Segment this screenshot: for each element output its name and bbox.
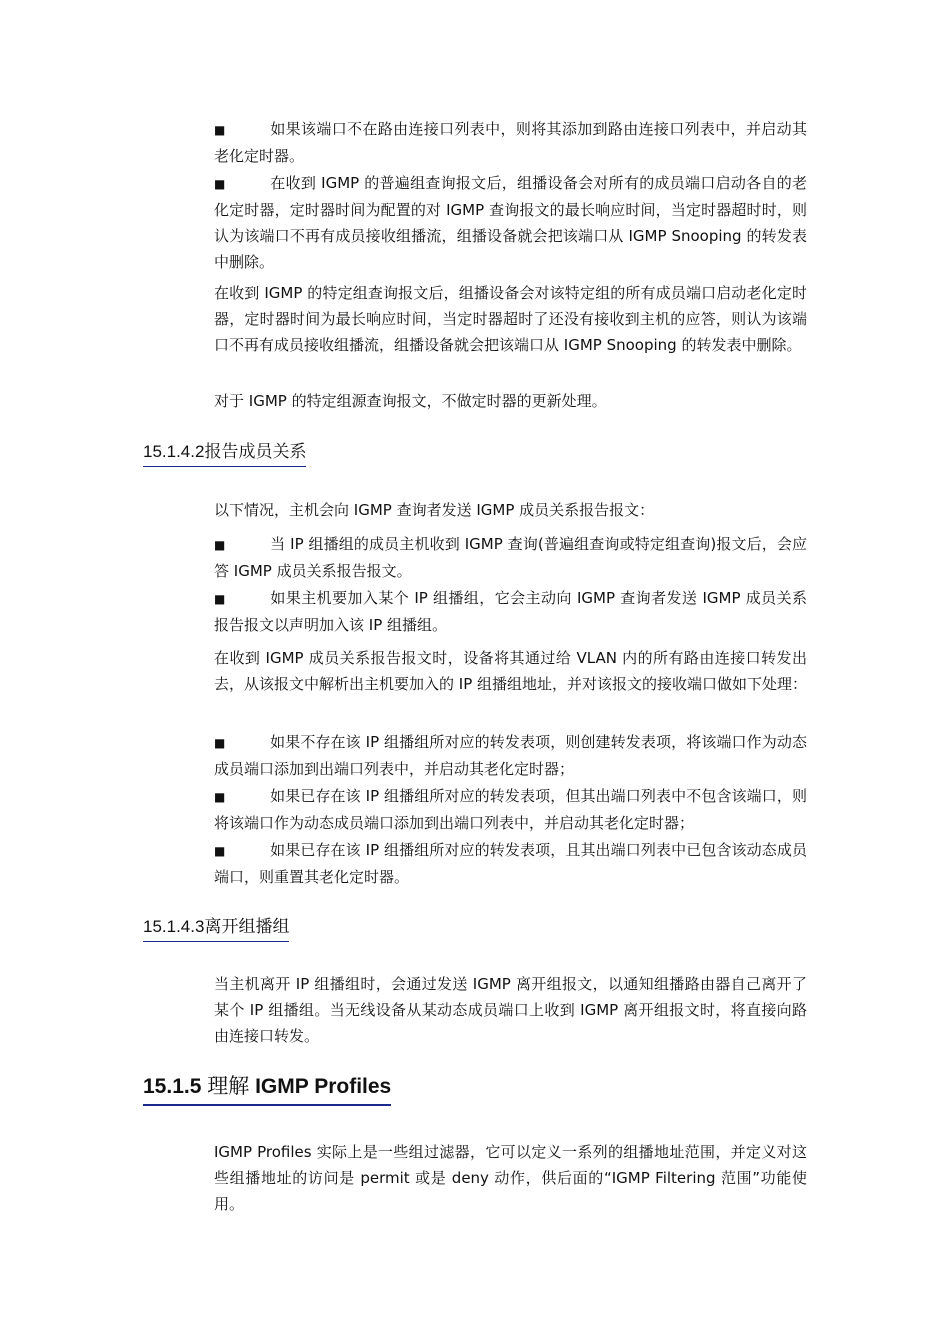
bullet-text: 当 IP 组播组的成员主机收到 IGMP 查询(普遍组查询或特定组查询)报文后，会应答 IGMP 成员关系报告报文。 [214,535,807,580]
paragraph: 对于 IGMP 的特定组源查询报文，不做定时器的更新处理。 [214,392,607,410]
bullet-item [214,585,807,638]
bullet-item [214,783,807,836]
bullet-square-icon: ■ [214,592,226,606]
bullet-text: 如果已存在该 IP 组播组所对应的转发表项，但其出端口列表中不包含该端口，则将该端口作为动态成员端口添加到出端口列表中，并启动其老化定时器； [214,787,807,832]
bullet-square-icon: ■ [214,538,226,552]
bullet-item [214,729,807,782]
heading-15-1-5 [143,1074,391,1106]
paragraph: 以下情况，主机会向 IGMP 查询者发送 IGMP 成员关系报告报文： [214,501,655,519]
bullet-text: 如果主机要加入某个 IP 组播组，它会主动向 IGMP 查询者发送 IGMP 成员关系报告报文以声明加入该 IP 组播组。 [214,589,807,634]
heading-title: IGMP Profiles [255,1075,392,1098]
bullet-text: 如果不存在该 IP 组播组所对应的转发表项，则创建转发表项，将该端口作为动态成员端口添加到出端口列表中，并启动其老化定时器； [214,733,807,778]
bullet-square-icon: ■ [214,790,226,804]
bullet-item [214,531,807,584]
paragraph: 在收到 IGMP 成员关系报告报文时，设备将其通过给 VLAN 内的所有路由连接口转发出去，从该报文中解析出主机要加入的 IP 组播组地址，并对该报文的接收端口做如下处理： [214,649,808,693]
bullet-text: 如果该端口不在路由连接口列表中，则将其添加到路由连接口列表中，并启动其老化定时器。 [214,120,807,165]
bullet-item [214,116,807,169]
bullet-square-icon: ■ [214,177,226,191]
paragraph: IGMP Profiles 实际上是一些组过滤器，它可以定义一系列的组播地址范围，并定义对这些组播地址的访问是 permit 或是 deny 动作，供后面的“IGMP Filtering 范围”功能使用。 [214,1143,807,1213]
heading-15-1-4-3: 15.1.4.3离开组播组 [143,916,289,942]
bullet-text: 如果已存在该 IP 组播组所对应的转发表项，且其出端口列表中已包含该动态成员端口，则重置其老化定时器。 [214,841,807,886]
heading-cjk: 理解 [207,1075,250,1098]
heading-15-1-4-2: 15.1.4.2报告成员关系 [143,441,306,467]
bullet-square-icon: ■ [214,736,226,750]
bullet-item [214,837,807,890]
paragraph: 当主机离开 IP 组播组时，会通过发送 IGMP 离开组报文，以通知组播路由器自己离开了某个 IP 组播组。当无线设备从某动态成员端口上收到 IGMP 离开组报文时，将直接向路由连接口转发。 [214,975,807,1045]
paragraph: 在收到 IGMP 的特定组查询报文后，组播设备会对该特定组的所有成员端口启动老化定时器，定时器时间为最长响应时间，当定时器超时了还没有接收到主机的应答，则认为该端口不再有成员接收组播流，组播设备就会把该端口从 IGMP Snooping 的转发表中删除。 [214,284,807,354]
bullet-square-icon: ■ [214,844,226,858]
bullet-square-icon: ■ [214,123,226,137]
bullet-item [214,170,807,275]
bullet-text: 在收到 IGMP 的普遍组查询报文后，组播设备会对所有的成员端口启动各自的老化定时器，定时器时间为配置的对 IGMP 查询报文的最长响应时间，当定时器超时时，则认为该端口不再有成员接收组播流，组播设备就会把该端口从 IGMP Snooping 的转发表中删除。 [214,174,807,271]
heading-number: 15.1.5 [143,1075,202,1098]
